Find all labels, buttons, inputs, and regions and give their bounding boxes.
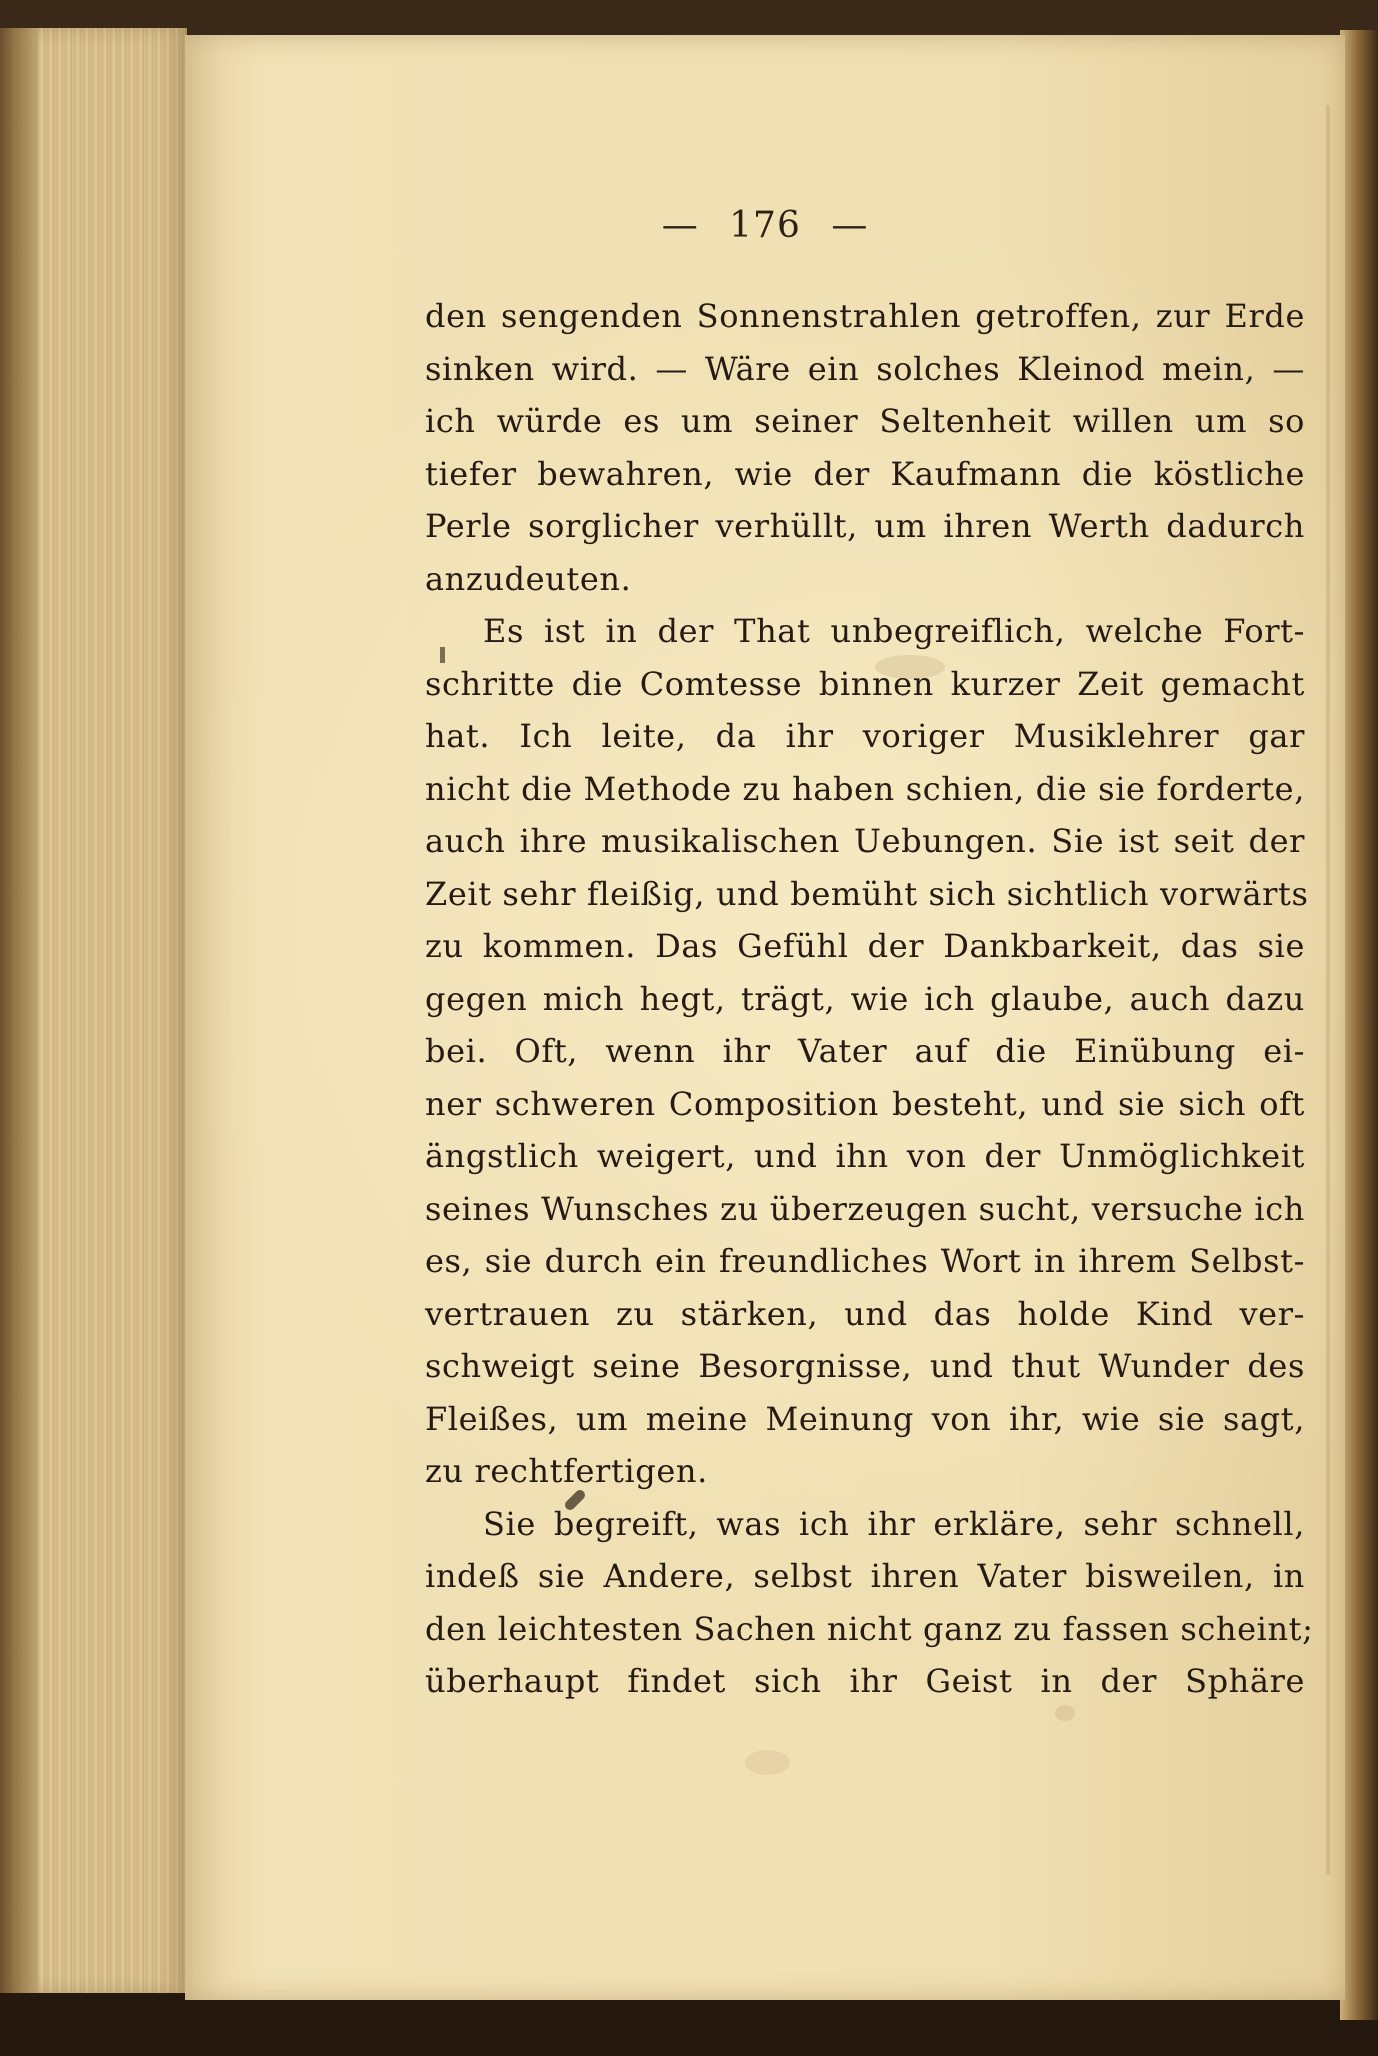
text-line: den leichtesten Sachen nicht ganz zu fassen scheint; xyxy=(425,1609,1314,1648)
paper-stain xyxy=(1055,1705,1075,1721)
book-page xyxy=(185,35,1345,2000)
text-line: ängstlich weigert, und ihn von der Unmöglichkeit xyxy=(425,1137,1305,1175)
text-line: es, sie durch ein freundliches Wort in ihrem Selbst- xyxy=(425,1242,1305,1280)
margin-mark xyxy=(440,647,445,663)
text-line: Fleißes, um meine Meinung von ihr, wie sie sagt, xyxy=(425,1399,1305,1438)
paper-stain xyxy=(745,1750,790,1775)
text-line: seines Wunsches zu überzeugen sucht, versuche ich xyxy=(425,1189,1305,1228)
text-line: zu rechtfertigen. xyxy=(425,1452,708,1490)
body-text xyxy=(425,290,1314,1708)
page-header xyxy=(185,205,1345,246)
text-line: vertrauen zu stärken, und das holde Kind ver- xyxy=(425,1294,1305,1333)
text-line: auch ihre musikalischen Uebungen. Sie ist seit der xyxy=(425,822,1305,860)
text-line: ich würde es um seiner Seltenheit willen um so xyxy=(425,402,1305,440)
paragraph-start-line: Es ist in der That unbegreiflich, welche Fort- xyxy=(483,612,1305,650)
text-line: nicht die Methode zu haben schien, die sie forderte, xyxy=(425,769,1305,808)
text-line: indeß sie Andere, selbst ihren Vater bisweilen, in xyxy=(425,1557,1305,1595)
header-left-dash: — xyxy=(661,205,699,246)
text-line: Zeit sehr fleißig, und bemüht sich sichtlich vorwärts xyxy=(425,874,1309,913)
text-line: schweigt seine Besorgnisse, und thut Wunder des xyxy=(425,1347,1305,1385)
text-line: bei. Oft, wenn ihr Vater auf die Einübung ei- xyxy=(425,1032,1305,1070)
book-page-edges xyxy=(0,28,187,1993)
text-line: Perle sorglicher verhüllt, um ihren Werth dadurch xyxy=(425,507,1305,545)
text-line: überhaupt findet sich ihr Geist in der Sphäre xyxy=(425,1662,1305,1700)
header-right-dash: — xyxy=(831,205,869,246)
paper-stain xyxy=(875,655,945,679)
text-line: gegen mich hegt, trägt, wie ich glaube, auch dazu xyxy=(425,979,1305,1018)
text-line: anzudeuten. xyxy=(425,559,632,598)
text-line: schritte die Comtesse binnen kurzer Zeit gemacht xyxy=(425,664,1305,703)
text-line: tiefer bewahren, wie der Kaufmann die köstliche xyxy=(425,454,1305,493)
text-line: sinken wird. — Wäre ein solches Kleinod mein, — xyxy=(425,349,1305,388)
page-number: 176 xyxy=(729,205,801,246)
text-line: den sengenden Sonnenstrahlen getroffen, zur Erde xyxy=(425,297,1305,335)
text-line: zu kommen. Das Gefühl der Dankbarkeit, das sie xyxy=(425,927,1305,965)
book-cover-edge xyxy=(1340,30,1378,2020)
text-line: ner schweren Composition besteht, und sie sich oft xyxy=(425,1084,1305,1123)
text-line: hat. Ich leite, da ihr voriger Musiklehrer gar xyxy=(425,717,1305,755)
paragraph-start-line: Sie begreift, was ich ihr erkläre, sehr schnell, xyxy=(483,1504,1305,1543)
